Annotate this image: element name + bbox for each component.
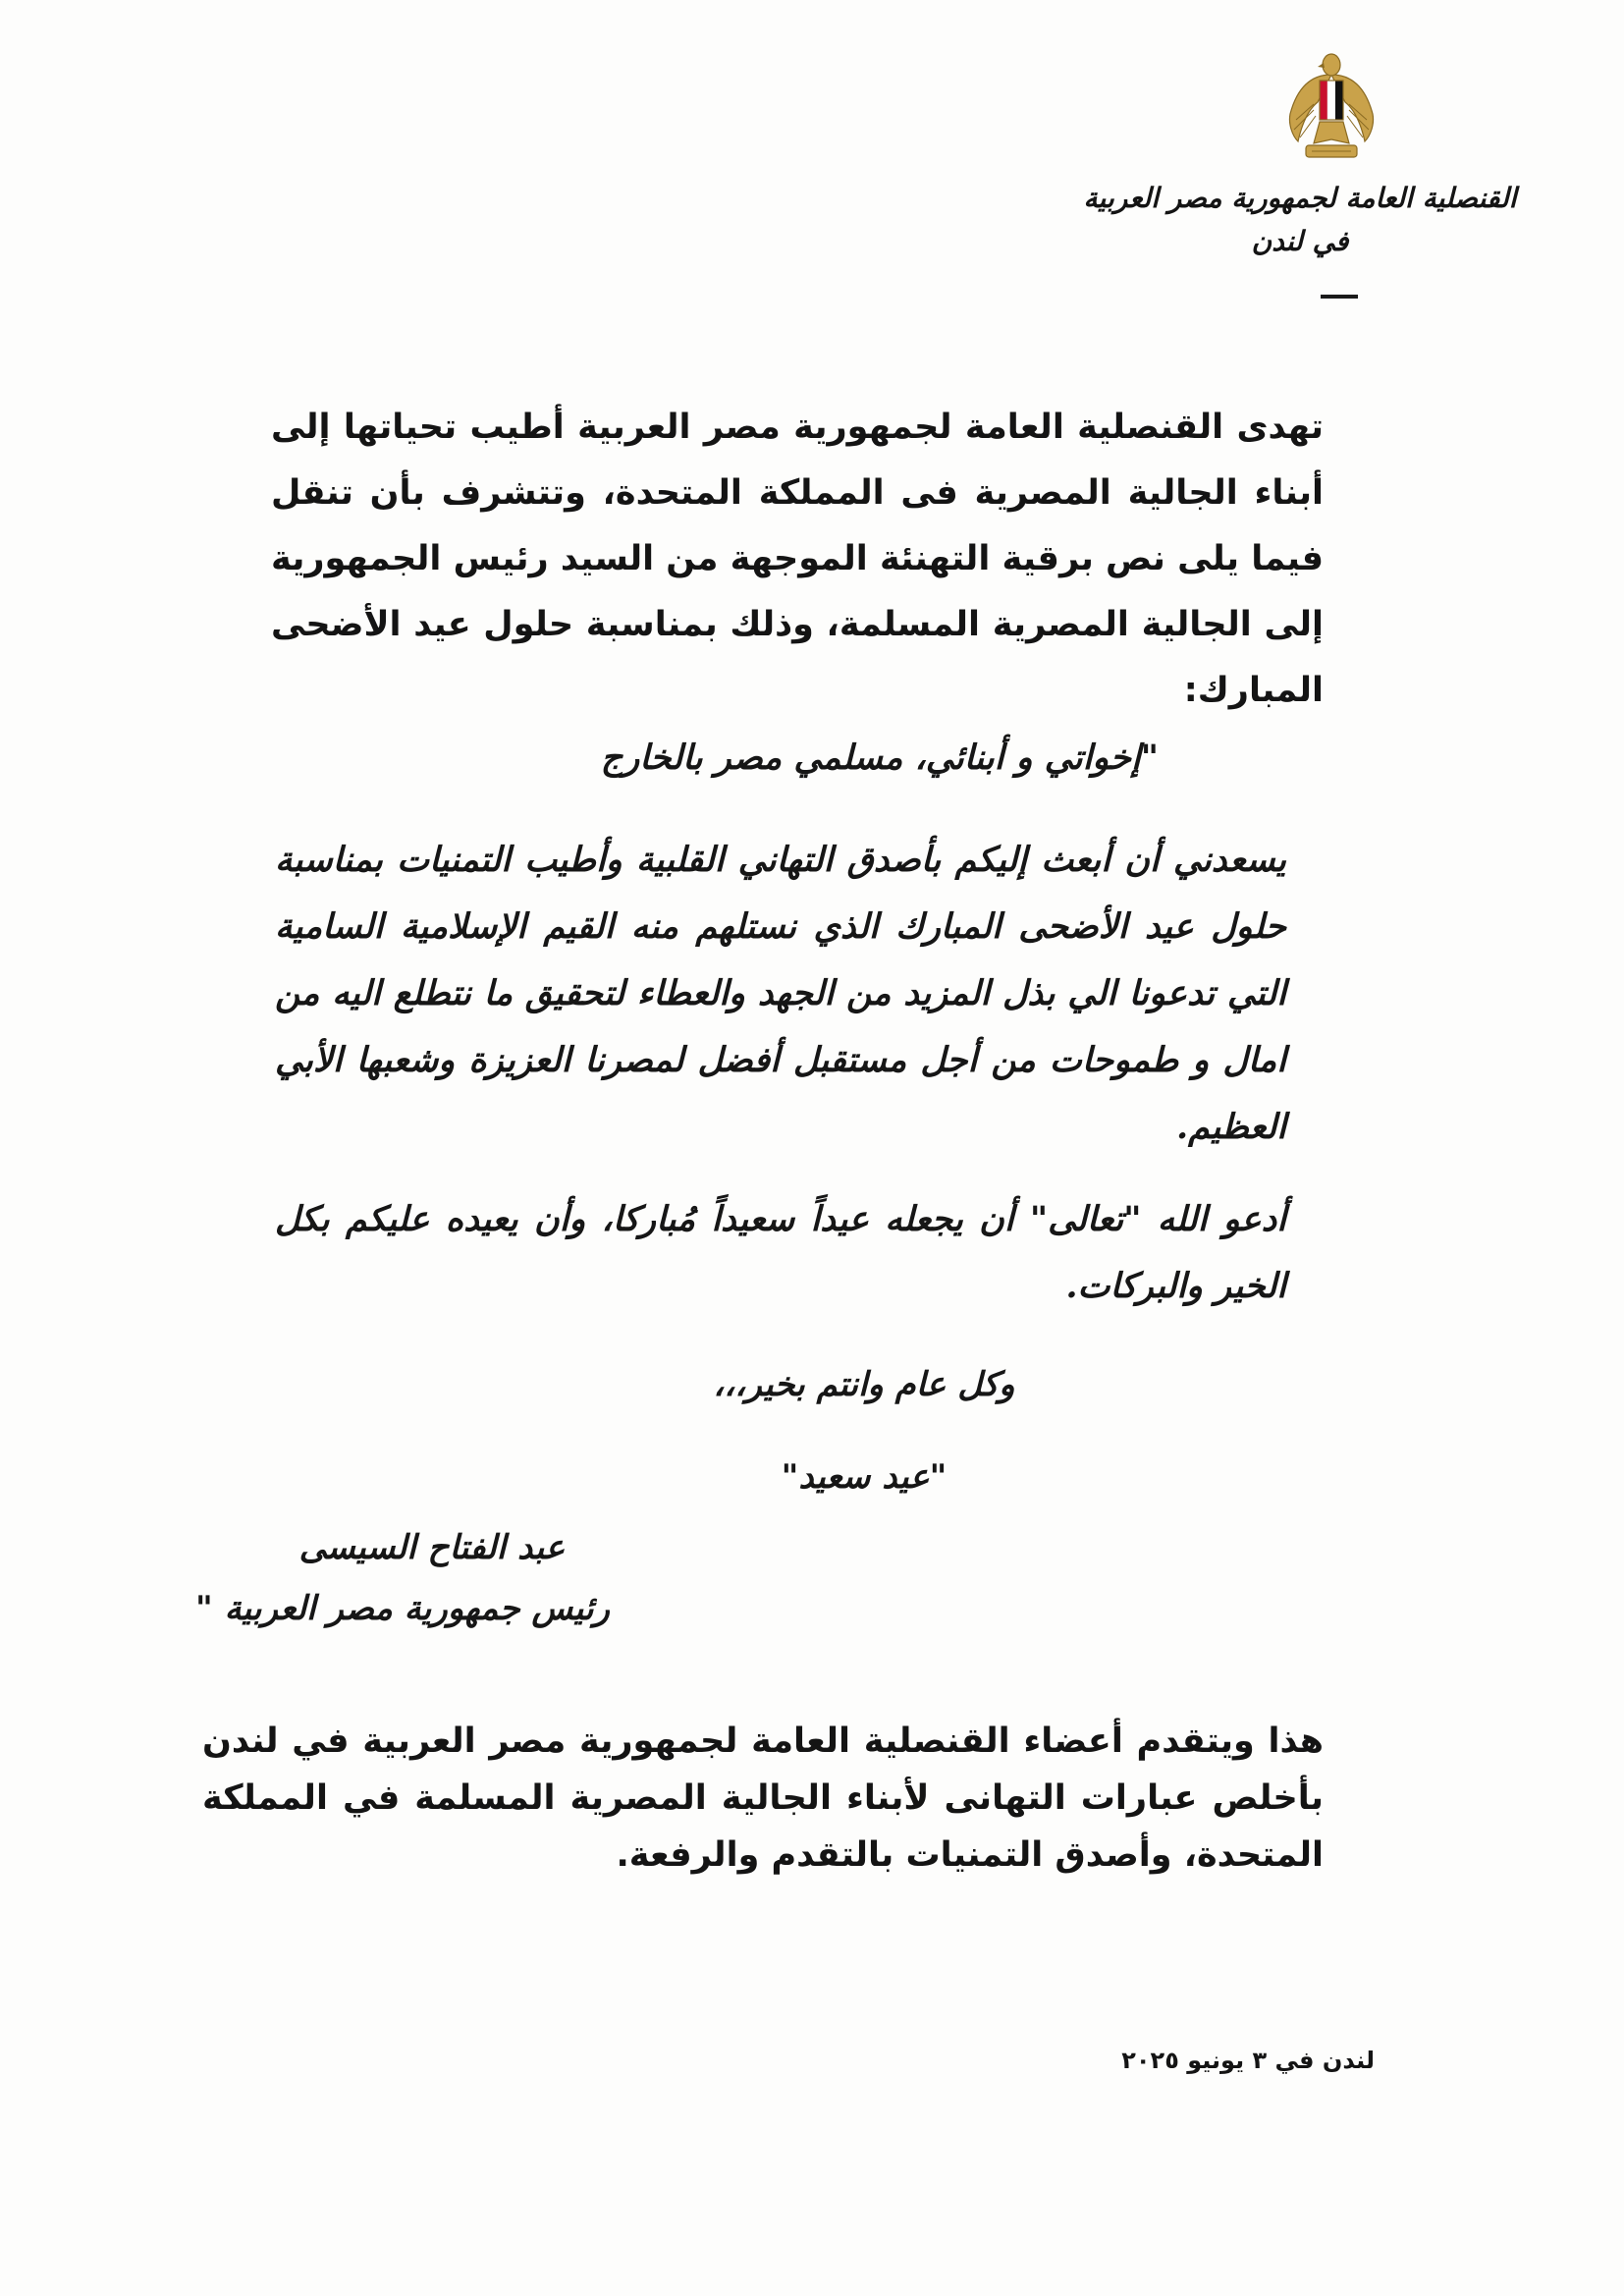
header-divider [1321,295,1358,299]
message-eid-wish: "عيد سعيد" [781,1457,947,1497]
consulate-header [1045,177,1555,263]
message-salutation: "إخواتي و أبنائي، مسلمي مصر بالخارج [600,738,1159,778]
eagle-of-saladin-emblem-icon [1284,45,1379,167]
header-line-2: في لندن [1251,225,1349,257]
intro-paragraph: تهدى القنصلية العامة لجمهورية مصر العربية أطيب تحياتها إلى أبناء الجالية المصرية فى المملكة المتحدة، وتتشرف بأن تنقل فيما يلى نص برقية التهنئة الموجهة من السيد رئيس الجمهورية إلى الجالية المصرية المسلمة، وذلك بمناسبة حلول عيد الأضحى المبارك: [271,408,1324,710]
letter-date: لندن في ٣ يونيو ٢٠٢٥ [1121,2047,1375,2074]
signature-title: رئيس جمهورية مصر العربية " [195,1589,610,1628]
signature-name: عبد الفتاح السيسى [298,1528,566,1567]
closing-paragraph: هذا ويتقدم أعضاء القنصلية العامة لجمهورية مصر العربية في لندن بأخلص عبارات التهانى لأبناء الجالية المصرية المسلمة في المملكة المتحدة، وأصدق التمنيات بالتقدم والرفعة. [202,1722,1324,1875]
message-greeting: وكل عام وانتم بخير،،، [713,1365,1015,1404]
header-line-1: القنصلية العامة لجمهورية مصر العربية [1083,182,1517,214]
message-prayer-paragraph: أدعو الله "تعالى" أن يجعله عيداً سعيداً مُباركا، وأن يعيده عليكم بكل الخير والبركات. [275,1199,1286,1306]
message-blessing-paragraph: يسعدني أن أبعث إليكم بأصدق التهاني القلبية وأطيب التمنيات بمناسبة حلول عيد الأضحى المبارك الذي نستلهم منه القيم الإسلامية السامية التي تدعونا الي بذل المزيد من الجهد والعطاء لتحقيق ما نتطلع اليه من امال و طموحات من أجل مستقبل أفضل لمصرنا العزيزة وشعبها الأبي العظيم. [275,840,1286,1147]
